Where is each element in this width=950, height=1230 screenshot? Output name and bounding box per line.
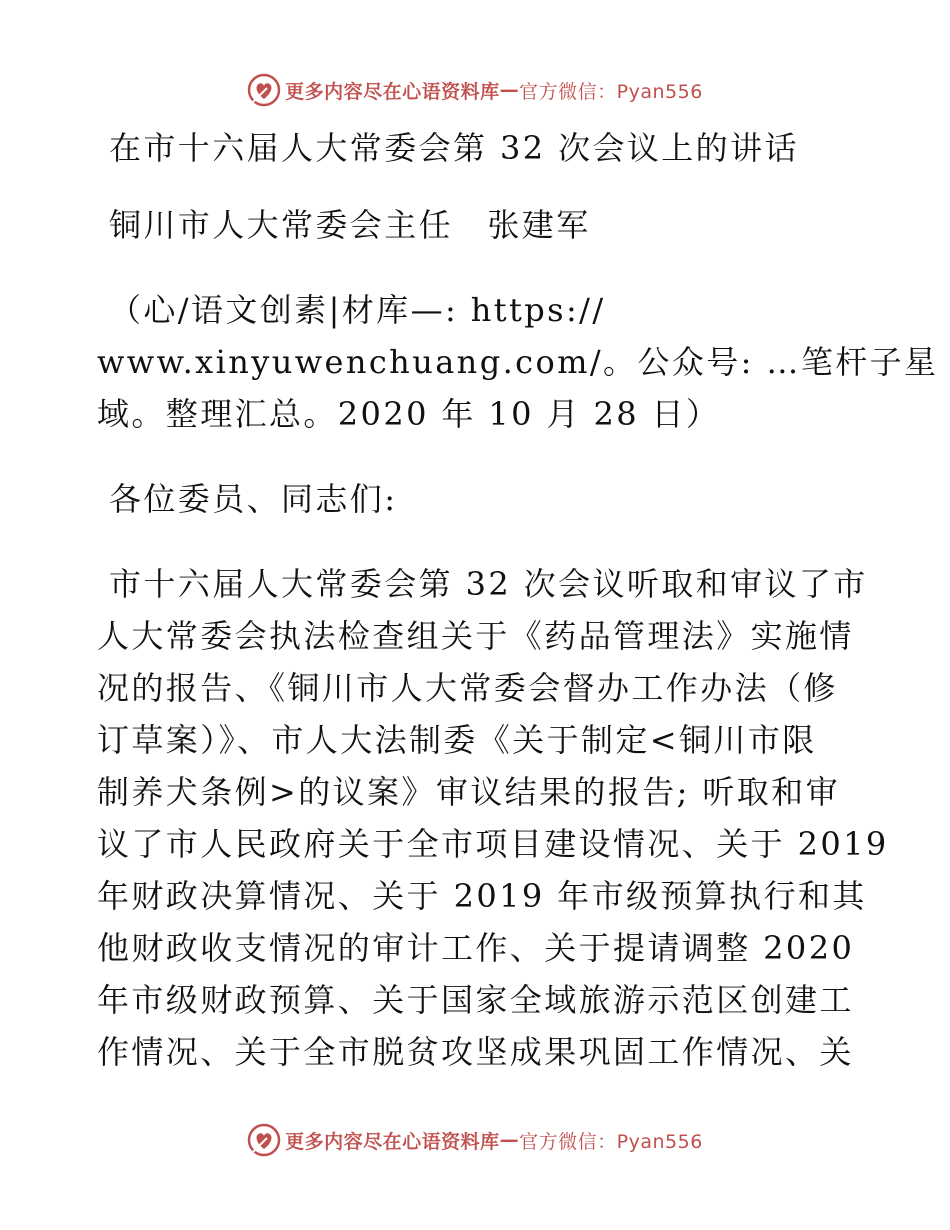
body-line: 制养犬条例>的议案》审议结果的报告; 听取和审: [97, 773, 840, 811]
document-title: 在市十六届人大常委会第 32 次会议上的讲话: [109, 129, 799, 167]
heart-pen-logo-icon: [247, 1123, 281, 1157]
watermark-separator: —: [499, 79, 520, 101]
watermark-separator: —: [499, 1129, 520, 1151]
salutation: 各位委员、同志们:: [109, 480, 398, 518]
watermark-text: 更多内容尽在心语资料库: [285, 1130, 500, 1153]
body-line: 作情况、关于全市脱贫攻坚成果巩固工作情况、关: [97, 1033, 854, 1071]
footer-watermark-banner: [0, 1120, 950, 1160]
body-line: 市十六届人大常委会第 32 次会议听取和审议了市: [109, 565, 868, 603]
watermark-wechat: 官方微信：Pyan556: [519, 80, 703, 103]
body-line: 年市级财政预算、关于国家全域旅游示范区创建工: [97, 981, 854, 1019]
source-line: www.xinyuwenchuang.com/。公众号: …笔杆子星: [97, 343, 939, 381]
body-line: 议了市人民政府关于全市项目建设情况、关于 2019: [97, 825, 889, 863]
watermark-text: 更多内容尽在心语资料库: [285, 80, 500, 103]
source-line: 域。整理汇总。2020 年 10 月 28 日）: [97, 395, 721, 433]
header-watermark-banner: [0, 70, 950, 110]
body-line: 年财政决算情况、关于 2019 年市级预算执行和其: [97, 877, 867, 915]
body-line: 订草案）》、市人大法制委《关于制定<铜川市限: [97, 721, 817, 759]
body-line: 他财政收支情况的审计工作、关于提请调整 2020: [97, 929, 855, 967]
body-line: 人大常委会执法检查组关于《药品管理法》实施情: [97, 617, 854, 655]
document-body: [97, 122, 939, 1078]
body-line: 况的报告、《铜川市人大常委会督办工作办法（修: [97, 669, 838, 707]
heart-pen-logo-icon: [247, 73, 281, 107]
document-author: 铜川市人大常委会主任 张建军: [109, 206, 591, 244]
watermark-wechat: 官方微信：Pyan556: [519, 1130, 703, 1153]
source-line: （心/语文创素|材库—: https://: [109, 291, 606, 329]
